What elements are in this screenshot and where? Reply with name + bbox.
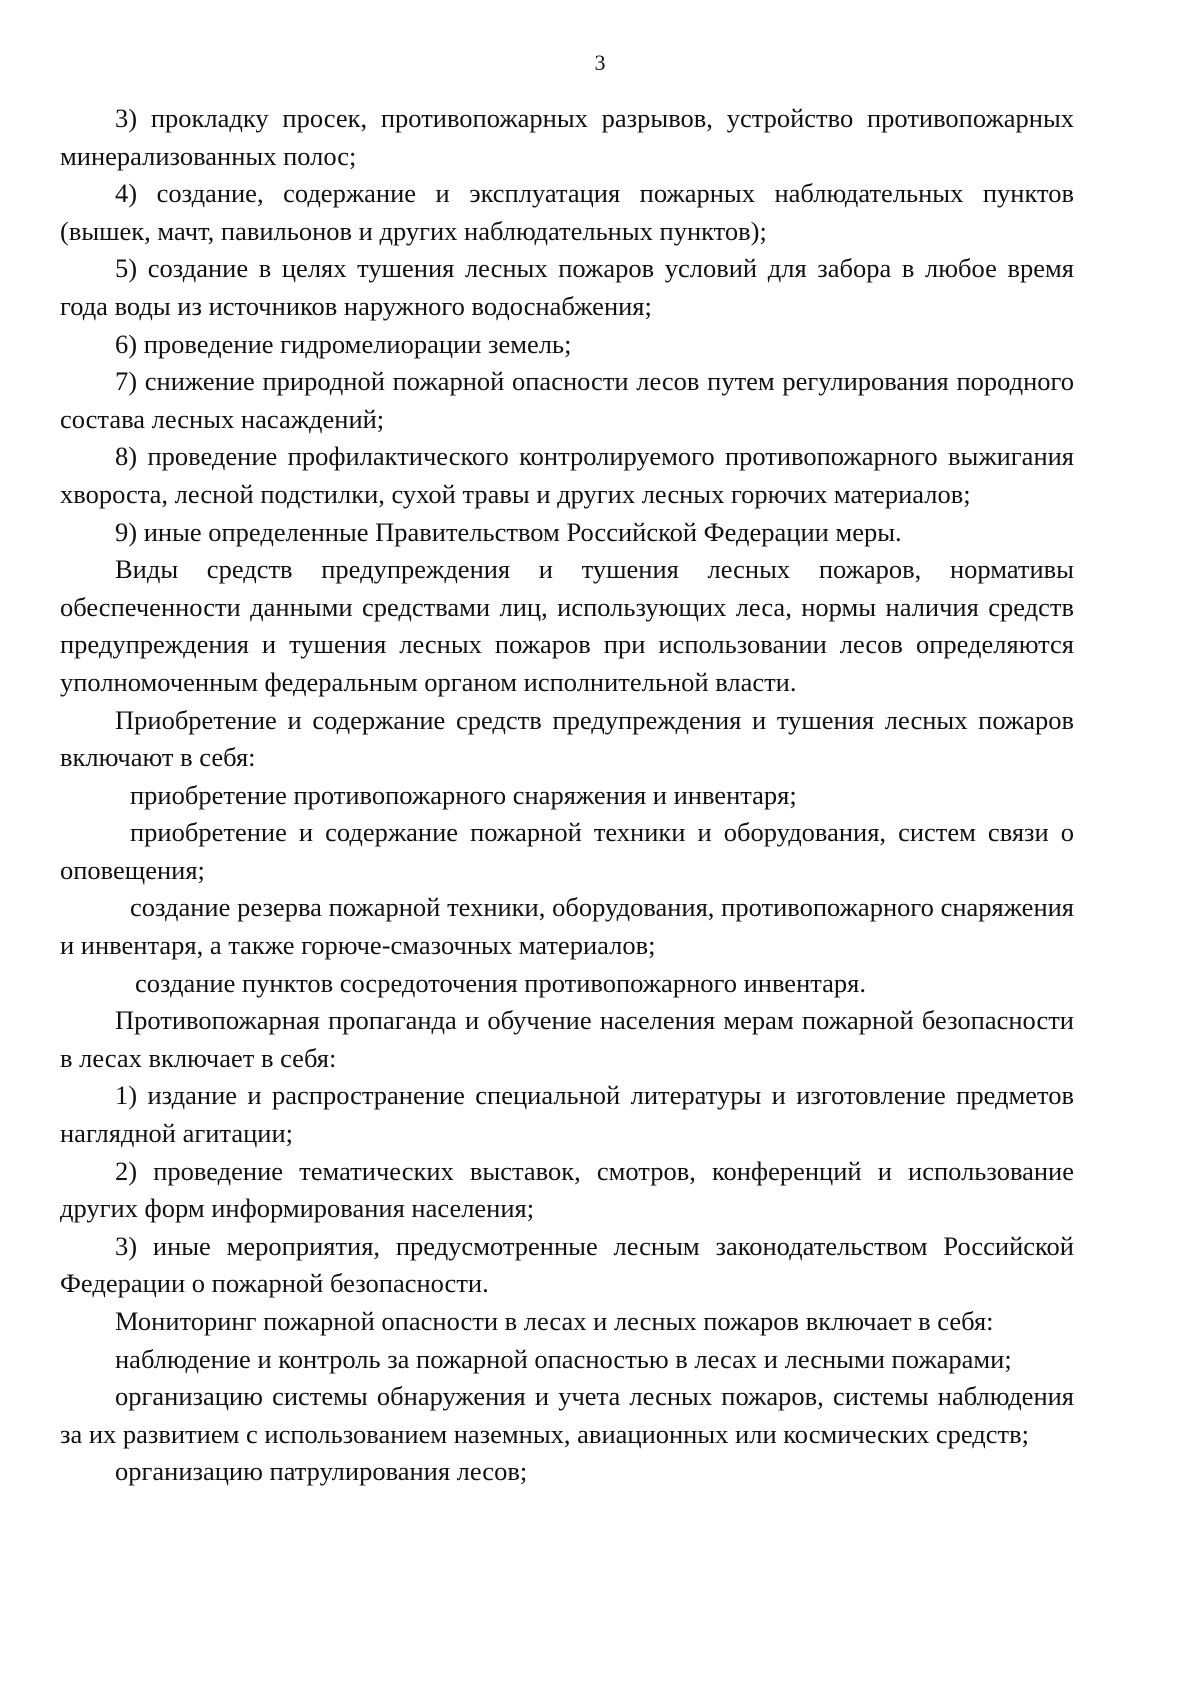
- page-number: 3: [594, 50, 606, 75]
- paragraph-propaganda-2: 2) проведение тематических выставок, смотров, конференций и использование других форм информирования населения;: [60, 1155, 1074, 1224]
- paragraph-propaganda-3: 3) иные мероприятия, предусмотренные лесным законодательством Российской Федерации о пожарной безопасности.: [60, 1230, 1074, 1299]
- document-body: [60, 100, 1074, 1491]
- paragraph-item-3: 3) прокладку просек, противопожарных разрывов, устройство противопожарных минерализованных полос;: [60, 103, 1074, 171]
- paragraph-acquisition-equipment: приобретение противопожарного снаряжения и инвентаря;: [130, 779, 797, 810]
- paragraph-item-8: 8) проведение профилактического контролируемого противопожарного выжигания хвороста, лесной подстилки, сухой травы и других лесных горючих материалов;: [60, 441, 1074, 509]
- paragraph-monitoring-intro: Мониторинг пожарной опасности в лесах и лесных пожаров включает в себя:: [115, 1306, 994, 1336]
- paragraph-propaganda-intro: Противопожарная пропаганда и обучение населения мерам пожарной безопасности в лесах включает в себя:: [60, 1005, 1074, 1073]
- paragraph-monitoring-patrol: организацию патрулирования лесов;: [115, 1456, 528, 1487]
- paragraph-monitoring-control: наблюдение и контроль за пожарной опасностью в лесах и лесными пожарами;: [115, 1343, 1012, 1374]
- paragraph-concentration-points: создание пунктов сосредоточения противопожарного инвентаря.: [135, 967, 866, 998]
- paragraph-means-types: Виды средств предупреждения и тушения лесных пожаров, нормативы обеспеченности данными средствами лиц, использующих леса, нормы наличия средств предупреждения и тушения лесных пожаров при использовании лесов определяются уполномоченным федеральным органом исполнительной власти.: [60, 554, 1074, 697]
- paragraph-acquisition-technique: приобретение и содержание пожарной техники и оборудования, систем связи о оповещения;: [60, 817, 1074, 885]
- paragraph-monitoring-system: организацию системы обнаружения и учета лесных пожаров, системы наблюдения за их развитием с использованием наземных, авиационных или космических средств;: [60, 1381, 1074, 1449]
- paragraph-propaganda-1: 1) издание и распространение специальной литературы и изготовление предметов наглядной агитации;: [60, 1080, 1074, 1149]
- paragraph-item-5: 5) создание в целях тушения лесных пожаров условий для забора в любое время года воды из источников наружного водоснабжения;: [60, 253, 1074, 321]
- paragraph-item-4: 4) создание, содержание и эксплуатация пожарных наблюдательных пунктов (вышек, мачт, павильонов и других наблюдательных пунктов);: [60, 178, 1074, 246]
- paragraph-item-7: 7) снижение природной пожарной опасности лесов путем регулирования породного состава лесных насаждений;: [60, 366, 1074, 434]
- paragraph-reserve: создание резерва пожарной техники, оборудования, противопожарного снаряжения и инвентаря, а также горюче-смазочных материалов;: [60, 892, 1074, 961]
- paragraph-item-6: 6) проведение гидромелиорации земель;: [115, 328, 572, 359]
- paragraph-acquisition-intro: Приобретение и содержание средств предупреждения и тушения лесных пожаров включают в себя:: [60, 704, 1074, 773]
- paragraph-item-9: 9) иные определенные Правительством Российской Федерации меры.: [115, 516, 902, 547]
